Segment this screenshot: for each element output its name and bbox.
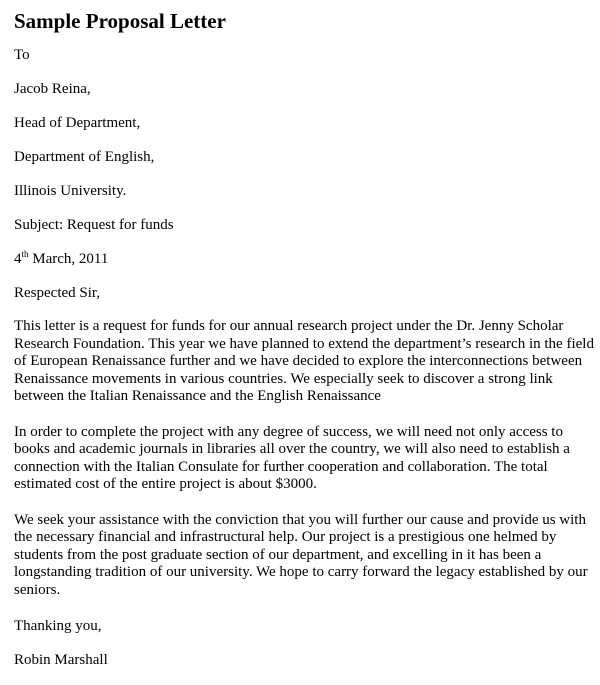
paragraph-line: This letter is a request for funds for our annual research project under the Dr. Jenny Scholar [14, 318, 564, 334]
salutation: Respected Sir, [14, 285, 101, 301]
date-rest: March, 2011 [28, 251, 109, 267]
paragraph-line: of European Renaissance further and we have decided to explore the interconnections between [14, 353, 583, 369]
date-day: 4 [14, 251, 22, 267]
body-paragraph-1 [14, 318, 592, 406]
letter-page [14, 8, 592, 685]
paragraph-line: Research Foundation. This year we have planned to extend the department’s research in the field [14, 335, 594, 352]
paragraph-line: connection with the Italian Consulate for further cooperation and collaboration. The total [14, 458, 548, 475]
subject-line: Subject: Request for funds [14, 217, 174, 233]
paragraph-line: books and academic journals in libraries all over the country, we will also need to establish a [14, 441, 570, 457]
recipient-department: Department of English, [14, 149, 155, 165]
date-suffix: th [21, 249, 29, 259]
to-line: To [14, 47, 30, 63]
paragraph-line: seniors. [14, 581, 61, 598]
paragraph-line: Renaissance movements in various countries. We especially seek to discover a strong link [14, 370, 553, 387]
paragraph-line: We seek your assistance with the conviction that you will further our cause and provide us with [14, 511, 586, 528]
body-paragraph-3 [14, 512, 592, 600]
date-line [14, 250, 592, 268]
paragraph-line: between the Italian Renaissance and the English Renaissance [14, 388, 381, 404]
sender-name: Robin Marshall [14, 652, 108, 668]
paragraph-line: the necessary financial and infrastructural help. Our project is a prestigious one helmed by [14, 529, 557, 545]
recipient-position: Head of Department, [14, 115, 141, 131]
closing: Thanking you, [14, 618, 102, 634]
paragraph-line: longstanding tradition of our university. We hope to carry forward the legacy established by our [14, 564, 588, 580]
body-paragraph-2 [14, 424, 592, 494]
paragraph-line: estimated cost of the entire project is about $3000. [14, 476, 317, 492]
paragraph-line: In order to complete the project with any degree of success, we will need not only access to [14, 423, 563, 440]
recipient-name: Jacob Reina, [14, 81, 91, 97]
recipient-institution: Illinois University. [14, 183, 127, 199]
paragraph-line: students from the post graduate section of our department, and excelling in it has been a [14, 546, 542, 563]
letter-title: Sample Proposal Letter [14, 9, 226, 33]
